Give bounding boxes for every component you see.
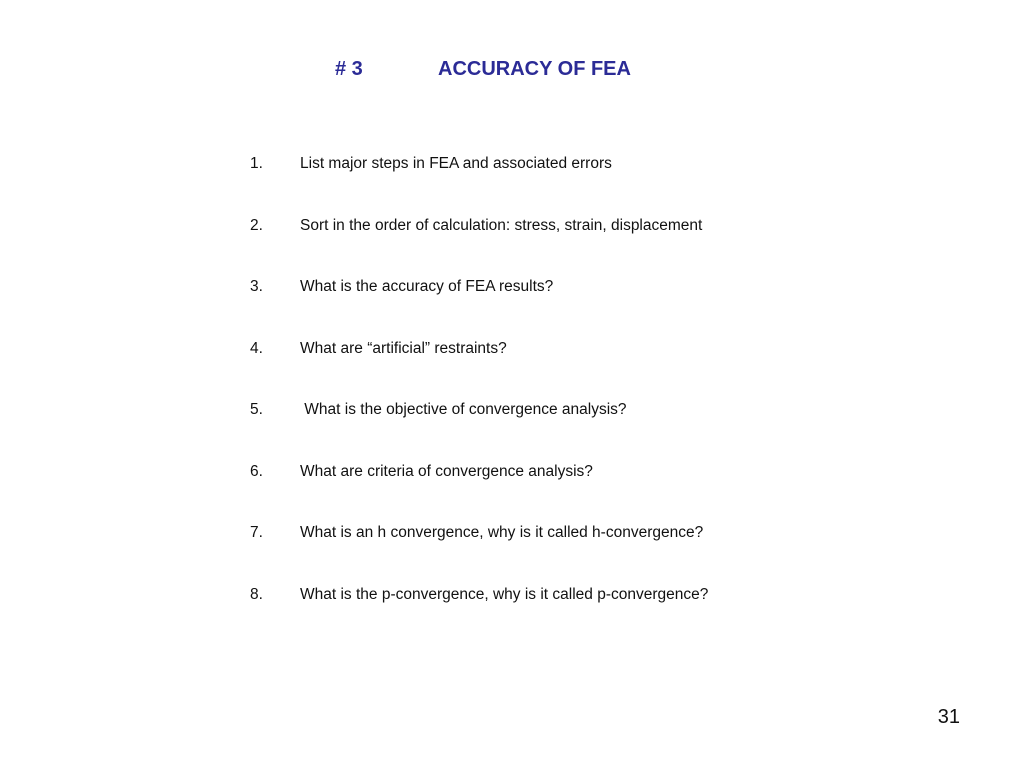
question-item: [250, 154, 810, 216]
question-text: What is the objective of convergence analysis?: [300, 401, 627, 418]
question-number: 1.: [250, 155, 263, 172]
question-number: 7.: [250, 524, 263, 541]
question-item: [250, 523, 810, 585]
page-number: 31: [937, 706, 960, 728]
question-text: What are criteria of convergence analysis?: [300, 462, 593, 480]
slide-title-number: # 3: [335, 58, 363, 80]
question-item: [250, 400, 810, 462]
question-number: 3.: [250, 278, 263, 295]
question-text: What is an h convergence, why is it called h-convergence?: [300, 524, 704, 541]
question-number: 2.: [250, 216, 263, 234]
question-text: What is the accuracy of FEA results?: [300, 278, 554, 295]
question-number: 8.: [250, 585, 263, 603]
question-text: List major steps in FEA and associated errors: [300, 155, 612, 172]
question-number: 6.: [250, 462, 263, 480]
question-item: [250, 216, 810, 278]
question-item: [250, 585, 810, 647]
slide-title-text: ACCURACY OF FEA: [438, 58, 631, 80]
question-number: 4.: [250, 339, 263, 357]
question-list: [250, 154, 810, 646]
question-number: 5.: [250, 401, 263, 418]
question-item: [250, 277, 810, 339]
question-text: Sort in the order of calculation: stress, strain, displacement: [300, 216, 703, 234]
question-text: What is the p-convergence, why is it called p-convergence?: [300, 585, 709, 603]
question-text: What are “artificial” restraints?: [300, 339, 507, 357]
question-item: [250, 339, 810, 401]
question-item: [250, 462, 810, 524]
